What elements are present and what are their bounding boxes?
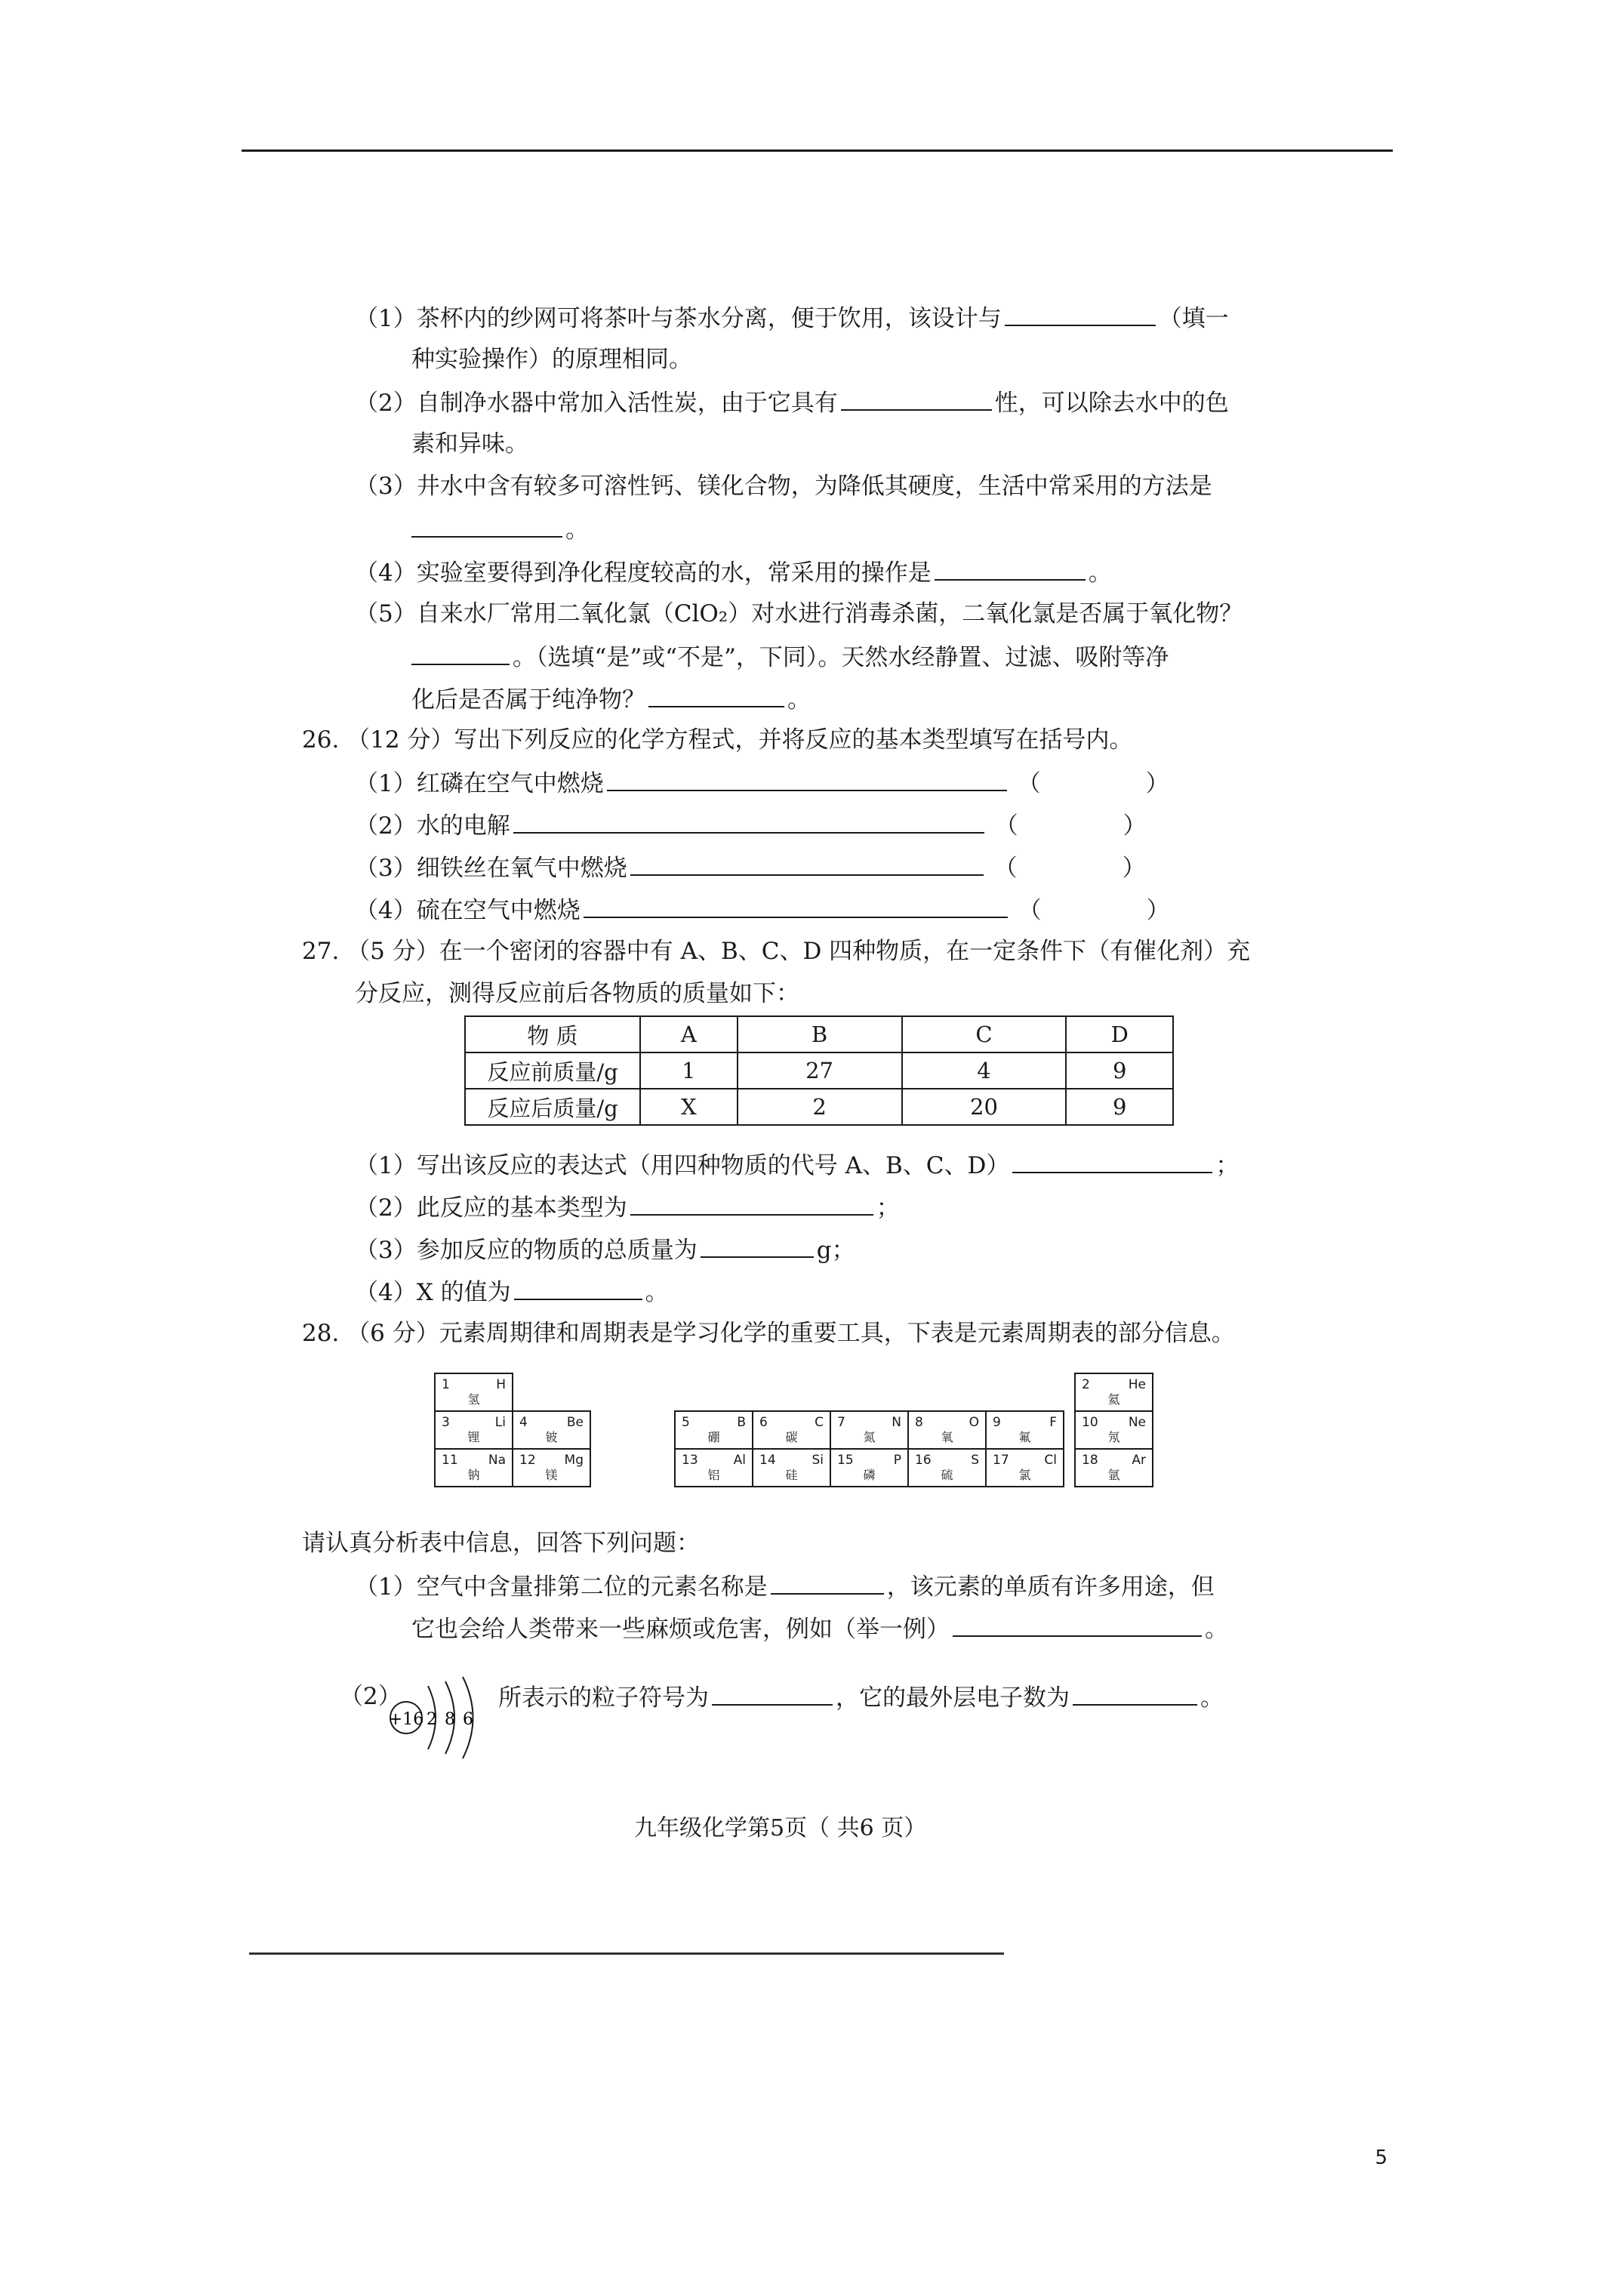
shell-electrons-3: 6 xyxy=(463,1710,473,1729)
top-rule xyxy=(242,149,1393,152)
element-cell xyxy=(434,1448,513,1487)
blank[interactable] xyxy=(648,683,784,707)
blank[interactable] xyxy=(935,556,1086,581)
q27-sub-2: （2）此反应的基本类型为 ； xyxy=(355,1191,900,1223)
element-symbol: Si xyxy=(812,1453,824,1468)
blank[interactable] xyxy=(1012,1149,1212,1173)
element-symbol: H xyxy=(496,1377,506,1392)
element-name: 氧 xyxy=(941,1430,953,1444)
atomic-number: 4 xyxy=(519,1415,528,1430)
element-cell xyxy=(1074,1448,1153,1487)
mass-table xyxy=(464,1015,1174,1126)
q28-sub-1-line2: 它也会给人类带来一些麻烦或危害，例如（举一例） 。 xyxy=(411,1613,1228,1644)
element-cell xyxy=(512,1410,591,1450)
element-symbol: N xyxy=(892,1415,901,1430)
element-cell xyxy=(907,1448,987,1487)
element-symbol: Mg xyxy=(564,1453,584,1468)
blank[interactable] xyxy=(841,387,992,411)
blank[interactable] xyxy=(607,767,1007,791)
blank[interactable] xyxy=(630,1191,873,1216)
element-name: 锂 xyxy=(467,1430,480,1444)
q27-sub-3: （3）参加反应的物质的总质量为 g； xyxy=(355,1234,855,1265)
element-name: 碳 xyxy=(785,1430,798,1444)
element-symbol: He xyxy=(1128,1377,1146,1392)
atomic-number: 12 xyxy=(519,1453,536,1468)
element-cell xyxy=(1074,1373,1153,1412)
element-name: 磷 xyxy=(863,1468,876,1482)
q27-sub-4: （4）X 的值为 。 xyxy=(355,1276,669,1308)
blank[interactable] xyxy=(953,1613,1202,1637)
element-cell xyxy=(674,1410,753,1450)
blank[interactable] xyxy=(1005,302,1156,326)
atomic-number: 7 xyxy=(837,1415,845,1430)
atomic-number: 14 xyxy=(759,1453,776,1468)
q25-item3-line2: 。 xyxy=(411,513,589,545)
element-name: 硼 xyxy=(707,1430,720,1444)
atomic-number: 15 xyxy=(837,1453,854,1468)
q28-prompt: 请认真分析表中信息，回答下列问题： xyxy=(302,1530,700,1557)
blank[interactable] xyxy=(584,894,1008,918)
element-symbol: Ar xyxy=(1132,1453,1146,1468)
element-symbol: Be xyxy=(566,1415,584,1430)
q25-item1-line2: 种实验操作）的原理相同。 xyxy=(411,346,692,373)
q25-item3-line1: （3）井水中含有较多可溶性钙、镁化合物，为降低其硬度，生活中常采用的方法是 xyxy=(355,473,1212,500)
q28-stem: 28. （6 分）元素周期律和周期表是学习化学的重要工具，下表是元素周期表的部分信息。 xyxy=(302,1320,1235,1347)
element-symbol: Ne xyxy=(1128,1415,1146,1430)
shell-electrons-2: 8 xyxy=(445,1710,455,1729)
page-number: 5 xyxy=(1375,2147,1387,2169)
element-name: 氢 xyxy=(467,1392,480,1407)
atomic-number: 2 xyxy=(1082,1377,1090,1392)
element-symbol: B xyxy=(737,1415,746,1430)
q28-sub-2-label: （2） xyxy=(340,1683,402,1710)
element-name: 氖 xyxy=(1107,1430,1120,1444)
atomic-number: 1 xyxy=(442,1377,450,1392)
bottom-rule xyxy=(249,1952,1004,1955)
element-symbol: C xyxy=(815,1415,824,1430)
element-cell xyxy=(674,1448,753,1487)
element-symbol: Al xyxy=(733,1453,746,1468)
atomic-number: 16 xyxy=(915,1453,932,1468)
q26-item-1: （1）红磷在空气中燃烧 （ ） xyxy=(355,767,1169,799)
element-cell xyxy=(985,1410,1064,1450)
element-name: 氮 xyxy=(863,1430,876,1444)
element-name: 氦 xyxy=(1107,1392,1120,1407)
blank[interactable] xyxy=(771,1570,884,1595)
q28-sub-1-line1: （1）空气中含量排第二位的元素名称是 ，该元素的单质有许多用途，但 xyxy=(355,1570,1215,1602)
shell-electrons-1: 2 xyxy=(427,1710,437,1729)
element-cell xyxy=(985,1448,1064,1487)
table-row: 反应后质量/g X 2 20 9 xyxy=(465,1089,1173,1125)
element-name: 硅 xyxy=(785,1468,798,1482)
q28-sub-2-text: 所表示的粒子符号为 ，它的最外层电子数为 。 xyxy=(498,1681,1224,1713)
q26-item-2: （2）水的电解 （ ） xyxy=(355,809,1147,841)
element-symbol: Na xyxy=(488,1453,506,1468)
element-cell xyxy=(830,1448,909,1487)
atomic-number: 18 xyxy=(1082,1453,1098,1468)
atomic-number: 17 xyxy=(993,1453,1009,1468)
element-cell xyxy=(752,1448,831,1487)
q26-item-3: （3）细铁丝在氧气中燃烧 （ ） xyxy=(355,852,1146,883)
atomic-number: 13 xyxy=(682,1453,698,1468)
element-cell xyxy=(434,1410,513,1450)
q25-item5-line3: 化后是否属于纯净物？ 。 xyxy=(411,683,811,715)
atomic-number: 9 xyxy=(993,1415,1001,1430)
q25-item1-line1: （1）茶杯内的纱网可将茶叶与茶水分离，便于饮用，该设计与 （填一 xyxy=(355,302,1229,334)
table-row: 反应前质量/g 1 27 4 9 xyxy=(465,1052,1173,1089)
q25-item2-line2: 素和异味。 xyxy=(411,430,528,458)
nucleus-charge: +16 xyxy=(388,1710,424,1729)
element-symbol: P xyxy=(893,1453,901,1468)
element-symbol: O xyxy=(969,1415,979,1430)
blank[interactable] xyxy=(1073,1681,1197,1706)
q27-stem-line2: 分反应，测得反应前后各物质的质量如下： xyxy=(355,980,799,1007)
element-symbol: Cl xyxy=(1044,1453,1057,1468)
blank[interactable] xyxy=(411,641,510,665)
q25-item5-line2: 。（选填“是”或“不是”，下同）。天然水经静置、过滤、吸附等净 xyxy=(411,641,1169,673)
q27-stem-line1: 27. （5 分）在一个密闭的容器中有 A、B、C、D 四种物质，在一定条件下（有催化剂）充 xyxy=(302,938,1251,965)
element-name: 氩 xyxy=(1107,1468,1120,1482)
atomic-number: 5 xyxy=(682,1415,690,1430)
element-cell xyxy=(512,1448,591,1487)
atomic-number: 11 xyxy=(442,1453,458,1468)
atomic-number: 6 xyxy=(759,1415,768,1430)
atom-structure-diagram xyxy=(387,1672,485,1763)
blank[interactable] xyxy=(712,1681,833,1706)
table-header-row: 物 质 A B C D xyxy=(465,1016,1173,1052)
element-name: 氯 xyxy=(1018,1468,1031,1482)
element-symbol: S xyxy=(971,1453,979,1468)
element-symbol: Li xyxy=(494,1415,506,1430)
element-cell xyxy=(830,1410,909,1450)
q27-sub-1: （1）写出该反应的表达式（用四种物质的代号 A、B、C、D） ； xyxy=(355,1149,1239,1181)
atomic-number: 10 xyxy=(1082,1415,1098,1430)
q25-item5-line1: （5）自来水厂常用二氧化氯（ClO₂）对水进行消毒杀菌，二氧化氯是否属于氧化物？ xyxy=(355,600,1243,627)
element-name: 硫 xyxy=(941,1468,953,1482)
element-name: 氟 xyxy=(1018,1430,1031,1444)
q25-item4: （4）实验室要得到净化程度较高的水，常采用的操作是 。 xyxy=(355,556,1112,588)
element-cell xyxy=(434,1373,513,1412)
q25-item2-line1: （2）自制净水器中常加入活性炭，由于它具有 性，可以除去水中的色 xyxy=(355,387,1229,418)
element-cell xyxy=(752,1410,831,1450)
element-name: 钠 xyxy=(467,1468,480,1482)
blank[interactable] xyxy=(514,1276,642,1300)
element-cell xyxy=(907,1410,987,1450)
element-name: 铝 xyxy=(707,1468,720,1482)
blank[interactable] xyxy=(701,1234,814,1258)
q26-stem: 26. （12 分）写出下列反应的化学方程式，并将反应的基本类型填写在括号内。 xyxy=(302,726,1133,754)
element-name: 铍 xyxy=(545,1430,558,1444)
q26-item-4: （4）硫在空气中燃烧 （ ） xyxy=(355,894,1170,926)
blank[interactable] xyxy=(513,809,984,834)
element-symbol: F xyxy=(1049,1415,1057,1430)
element-name: 镁 xyxy=(545,1468,558,1482)
atomic-number: 3 xyxy=(442,1415,450,1430)
page-footer-label: 九年级化学第5页（ 共6 页） xyxy=(634,1815,927,1841)
element-cell xyxy=(1074,1410,1153,1450)
blank[interactable] xyxy=(411,513,562,538)
atomic-number: 8 xyxy=(915,1415,923,1430)
blank[interactable] xyxy=(630,852,984,876)
